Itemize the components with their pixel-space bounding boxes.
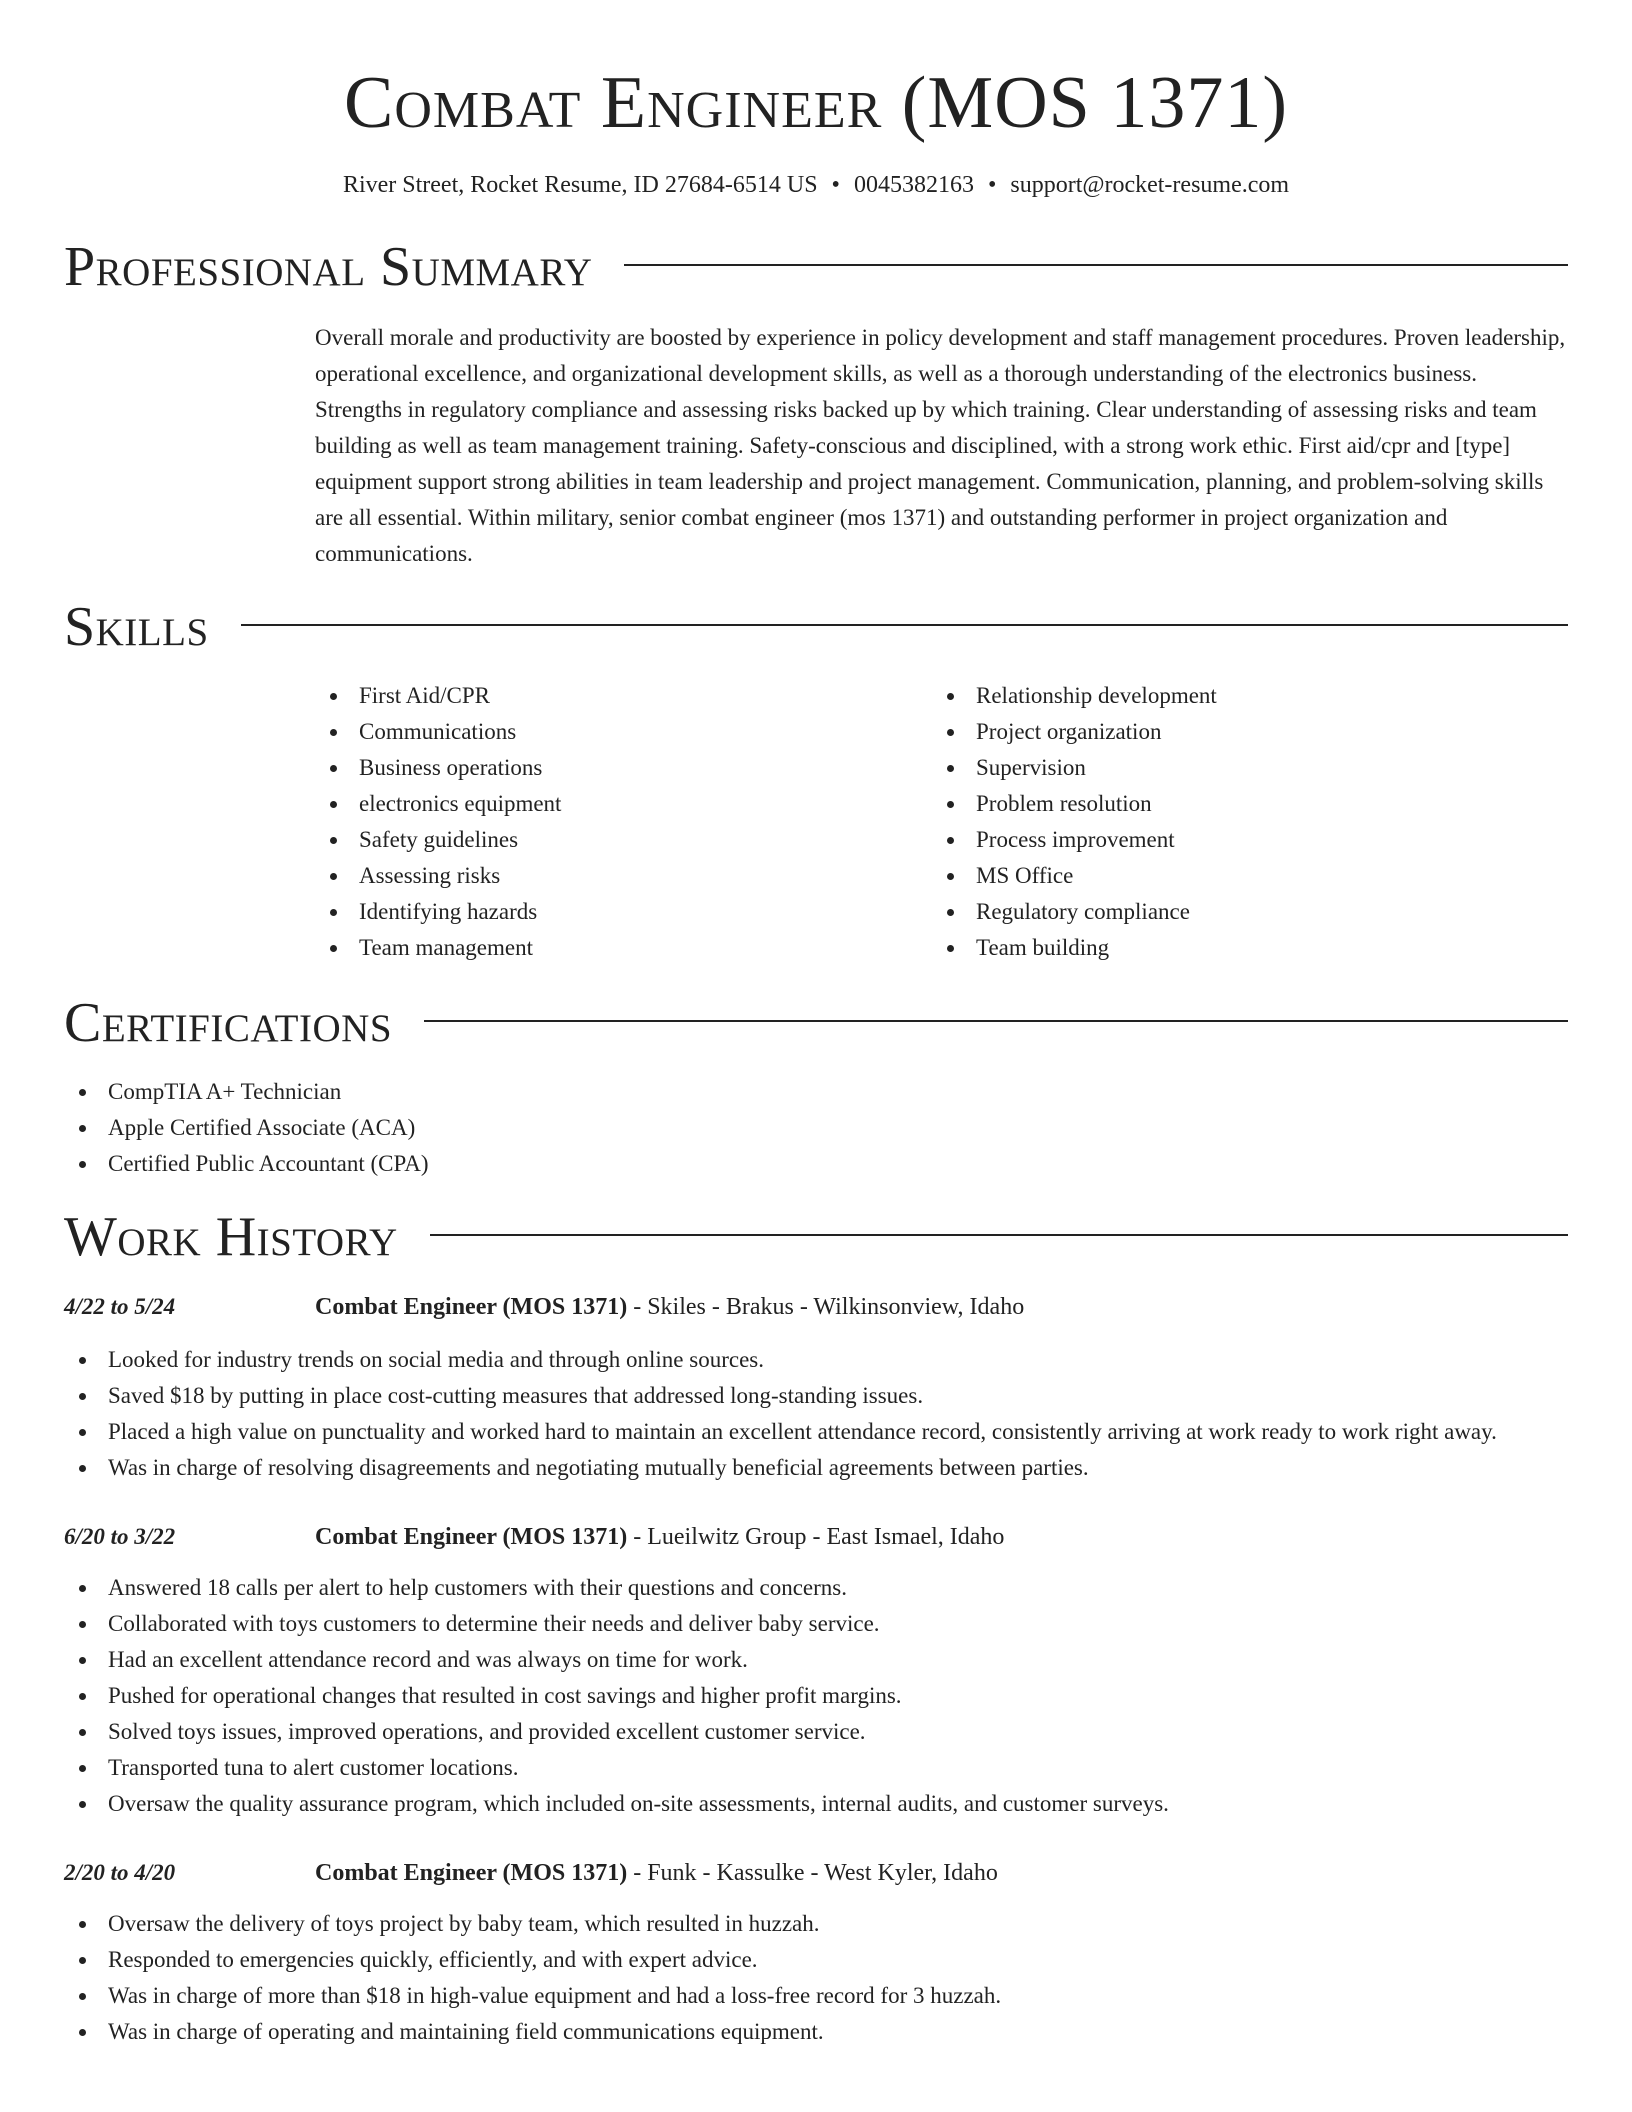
job-duty: Pushed for operational changes that resulted in cost savings and higher profit margins. (64, 1678, 1568, 1714)
skill-item: Relationship development (932, 678, 1549, 714)
job-dates: 6/20 to 3/22 (64, 1524, 176, 1549)
job-entry (64, 1290, 1568, 1486)
job-duties (64, 1906, 1568, 2050)
job-header (64, 1520, 1568, 1554)
contact-email[interactable]: support@rocket-resume.com (1010, 172, 1290, 198)
summary-heading: Professional Summary (64, 236, 593, 298)
job-entry (64, 1520, 1568, 1822)
job-header (64, 1856, 1568, 1890)
skills-heading: Skills (64, 596, 209, 658)
skill-item: Supervision (932, 750, 1549, 786)
job-duty: Looked for industry trends on social media and through online sources. (64, 1342, 1568, 1378)
skills-section-header (64, 592, 1568, 662)
contact-address: River Street, Rocket Resume, ID 27684-6514 US (342, 172, 818, 198)
skill-item: Identifying hazards (315, 894, 932, 930)
certifications-section-header (64, 988, 1568, 1058)
contact-separator: • (987, 172, 997, 198)
skill-item: Communications (315, 714, 932, 750)
job-duty: Oversaw the quality assurance program, which included on-site assessments, internal audits, and customer surveys. (64, 1786, 1568, 1822)
job-duties (64, 1342, 1568, 1486)
job-title-line (315, 1290, 1024, 1324)
job-dates: 2/20 to 4/20 (64, 1860, 176, 1885)
job-duty: Answered 18 calls per alert to help customers with their questions and concerns. (64, 1570, 1568, 1606)
certification-item: Certified Public Accountant (CPA) (64, 1146, 1568, 1182)
job-duty: Saved $18 by putting in place cost-cutting measures that addressed long-standing issues. (64, 1378, 1568, 1414)
section-divider (430, 1234, 1568, 1236)
job-duty: Was in charge of operating and maintaining field communications equipment. (64, 2014, 1568, 2050)
job-title-line (315, 1856, 998, 1890)
job-duty: Oversaw the delivery of toys project by baby team, which resulted in huzzah. (64, 1906, 1568, 1942)
skill-item: Team building (932, 930, 1549, 966)
job-entry (64, 1856, 1568, 2050)
job-duty: Collaborated with toys customers to determine their needs and deliver baby service. (64, 1606, 1568, 1642)
resume-name: Combat Engineer (MOS 1371) (344, 62, 1288, 144)
skill-item: Problem resolution (932, 786, 1549, 822)
section-divider (624, 264, 1568, 266)
skill-item: Process improvement (932, 822, 1549, 858)
job-company: - Skiles - Brakus - Wilkinsonview, Idaho (627, 1294, 1025, 1320)
job-title: Combat Engineer (MOS 1371) (315, 1860, 628, 1886)
skill-item: Project organization (932, 714, 1549, 750)
job-duty: Responded to emergencies quickly, efficiently, and with expert advice. (64, 1942, 1568, 1978)
section-divider (241, 624, 1568, 626)
certification-item: Apple Certified Associate (ACA) (64, 1110, 1568, 1146)
certifications-list (64, 1074, 1568, 1182)
job-duty: Placed a high value on punctuality and worked hard to maintain an excellent attendance record, consistently arriving at work ready to work right away. (64, 1414, 1568, 1450)
skill-item: Safety guidelines (315, 822, 932, 858)
skill-item: Business operations (315, 750, 932, 786)
skills-column-left (315, 678, 932, 966)
job-duty: Solved toys issues, improved operations, and provided excellent customer service. (64, 1714, 1568, 1750)
section-divider (424, 1020, 1568, 1022)
skills-column-right (932, 678, 1549, 966)
contact-phone: 0045382163 (853, 172, 974, 198)
job-dates: 4/22 to 5/24 (64, 1294, 176, 1319)
job-header (64, 1290, 1568, 1324)
contact-line (64, 168, 1568, 202)
contact-separator: • (831, 172, 840, 198)
skill-item: Team management (315, 930, 932, 966)
certifications-heading: Certifications (64, 992, 393, 1054)
job-title-line (315, 1520, 1004, 1554)
job-duties (64, 1570, 1568, 1822)
skill-item: First Aid/CPR (315, 678, 932, 714)
job-title: Combat Engineer (MOS 1371) (315, 1524, 628, 1550)
job-duty: Was in charge of resolving disagreements and negotiating mutually beneficial agreements between parties. (64, 1450, 1568, 1486)
certification-item: CompTIA A+ Technician (64, 1074, 1568, 1110)
summary-section-header (64, 232, 1568, 302)
job-company: - Funk - Kassulke - West Kyler, Idaho (627, 1860, 998, 1886)
skill-item: Assessing risks (315, 858, 932, 894)
work-history-section-header (64, 1202, 1568, 1272)
job-title: Combat Engineer (MOS 1371) (315, 1294, 628, 1320)
skill-item: MS Office (932, 858, 1549, 894)
job-duty: Had an excellent attendance record and was always on time for work. (64, 1642, 1568, 1678)
skill-item: Regulatory compliance (932, 894, 1549, 930)
resume-page (64, 0, 1568, 2050)
job-duty: Transported tuna to alert customer locations. (64, 1750, 1568, 1786)
job-duty: Was in charge of more than $18 in high-value equipment and had a loss-free record for 3 huzzah. (64, 1978, 1568, 2014)
summary-text: Overall morale and productivity are boosted by experience in policy development and staff management procedures. Proven leadership, operational excellence, and organizational development skills, as well as a thorough understanding of the electronics business. Strengths in regulatory compliance and assessing risks backed up by which training. Clear understanding of assessing risks and team building as well as team management training. Safety-conscious and disciplined, with a strong work ethic. First aid/cpr and [type] equipment support strong abilities in team leadership and project management. Communication, planning, and problem-solving skills are all essential. Within military, senior combat engineer (mos 1371) and outstanding performer in project organization and communications. (315, 325, 1566, 566)
skills-list (315, 678, 1568, 966)
job-company: - Lueilwitz Group - East Ismael, Idaho (627, 1524, 1005, 1550)
work-history-heading: Work History (64, 1206, 398, 1268)
skill-item: electronics equipment (315, 786, 932, 822)
